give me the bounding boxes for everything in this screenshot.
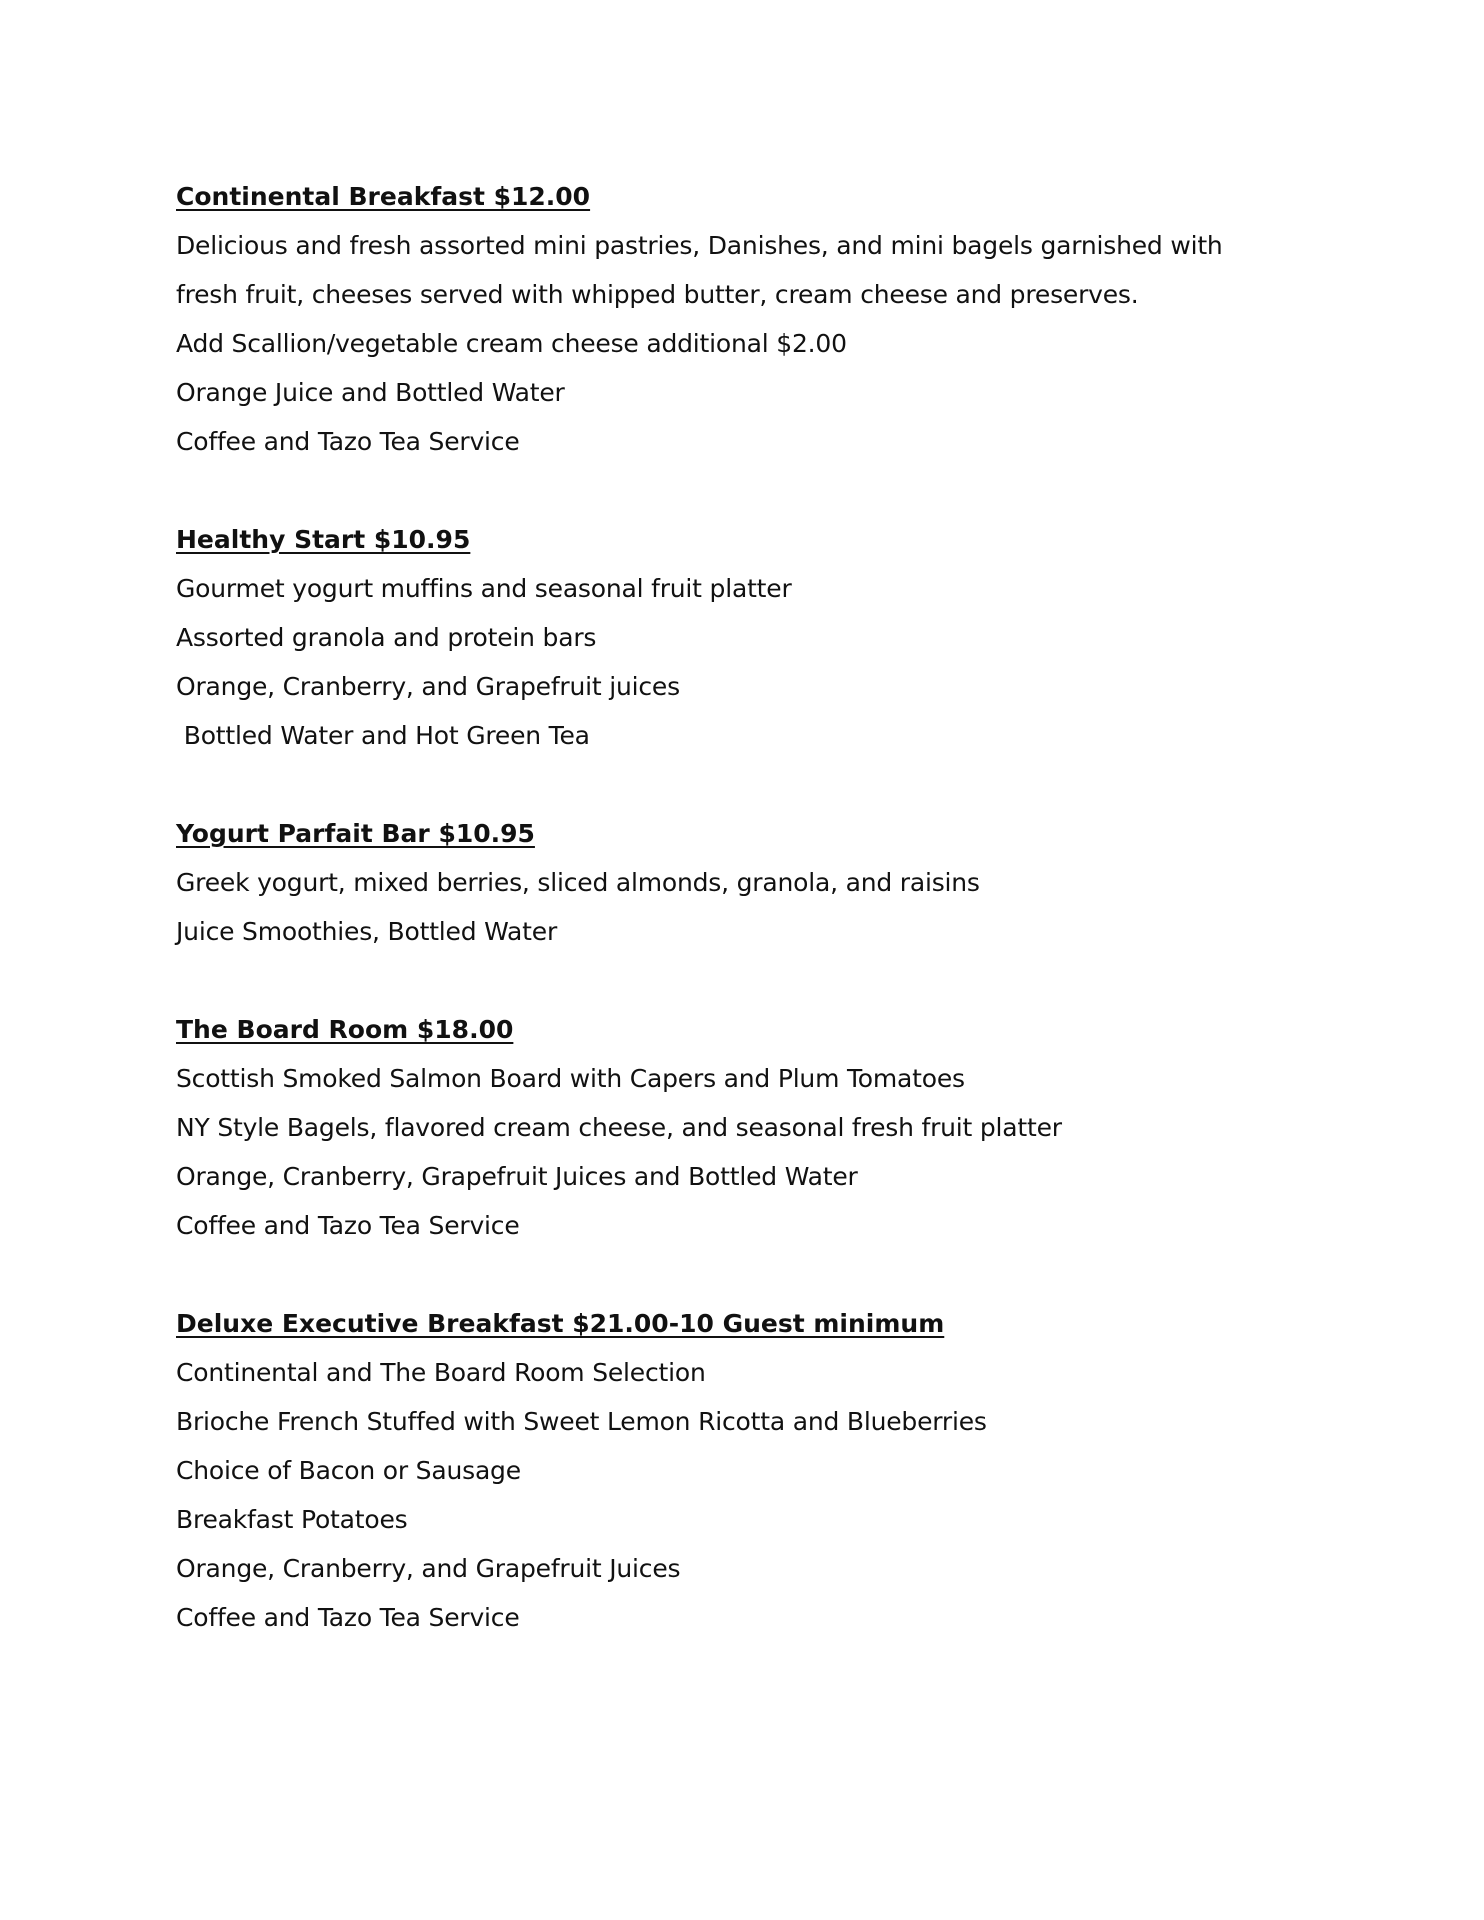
menu-section-deluxe-executive-breakfast bbox=[176, 1299, 1336, 1642]
menu-line: Scottish Smoked Salmon Board with Capers and Plum Tomatoes bbox=[176, 1064, 965, 1093]
menu-section-healthy-start bbox=[176, 515, 1336, 760]
menu-section-board-room bbox=[176, 1005, 1336, 1250]
section-item-list bbox=[176, 1348, 1336, 1642]
section-title: Yogurt Parfait Bar $10.95 bbox=[176, 819, 535, 848]
menu-line: Continental and The Board Room Selection bbox=[176, 1358, 706, 1387]
menu-line: Orange Juice and Bottled Water bbox=[176, 378, 565, 407]
menu-line: NY Style Bagels, flavored cream cheese, and seasonal fresh fruit platter bbox=[176, 1113, 1062, 1142]
menu-line: Assorted granola and protein bars bbox=[176, 623, 597, 652]
menu-line: Orange, Cranberry, and Grapefruit Juices bbox=[176, 1554, 681, 1583]
menu-section-yogurt-parfait-bar bbox=[176, 809, 1336, 956]
menu-line: fresh fruit, cheeses served with whipped butter, cream cheese and preserves. bbox=[176, 280, 1139, 309]
menu-line: Coffee and Tazo Tea Service bbox=[176, 1603, 520, 1632]
menu-line: Gourmet yogurt muffins and seasonal fruit platter bbox=[176, 574, 792, 603]
menu-line: Coffee and Tazo Tea Service bbox=[176, 1211, 520, 1240]
menu-line: Greek yogurt, mixed berries, sliced almonds, granola, and raisins bbox=[176, 868, 980, 897]
section-title: The Board Room $18.00 bbox=[176, 1015, 514, 1044]
section-title: Continental Breakfast $12.00 bbox=[176, 182, 591, 211]
section-item-list bbox=[176, 221, 1336, 466]
menu-line: Add Scallion/vegetable cream cheese additional $2.00 bbox=[176, 329, 847, 358]
menu-line: Juice Smoothies, Bottled Water bbox=[176, 917, 558, 946]
menu-line: Coffee and Tazo Tea Service bbox=[176, 427, 520, 456]
menu-line: Delicious and fresh assorted mini pastries, Danishes, and mini bagels garnished with bbox=[176, 231, 1223, 260]
section-title: Deluxe Executive Breakfast $21.00-10 Guest minimum bbox=[176, 1309, 945, 1338]
menu-line: Orange, Cranberry, Grapefruit Juices and Bottled Water bbox=[176, 1162, 858, 1191]
menu-section-continental-breakfast bbox=[176, 172, 1336, 466]
menu-page bbox=[176, 172, 1336, 1691]
section-title: Healthy Start $10.95 bbox=[176, 525, 471, 554]
menu-line: Orange, Cranberry, and Grapefruit juices bbox=[176, 672, 680, 701]
section-item-list bbox=[176, 858, 1336, 956]
section-item-list bbox=[176, 564, 1336, 760]
section-item-list bbox=[176, 1054, 1336, 1250]
menu-line: Bottled Water and Hot Green Tea bbox=[176, 721, 590, 750]
menu-line: Brioche French Stuffed with Sweet Lemon Ricotta and Blueberries bbox=[176, 1407, 987, 1436]
menu-line: Choice of Bacon or Sausage bbox=[176, 1456, 521, 1485]
menu-line: Breakfast Potatoes bbox=[176, 1505, 408, 1534]
